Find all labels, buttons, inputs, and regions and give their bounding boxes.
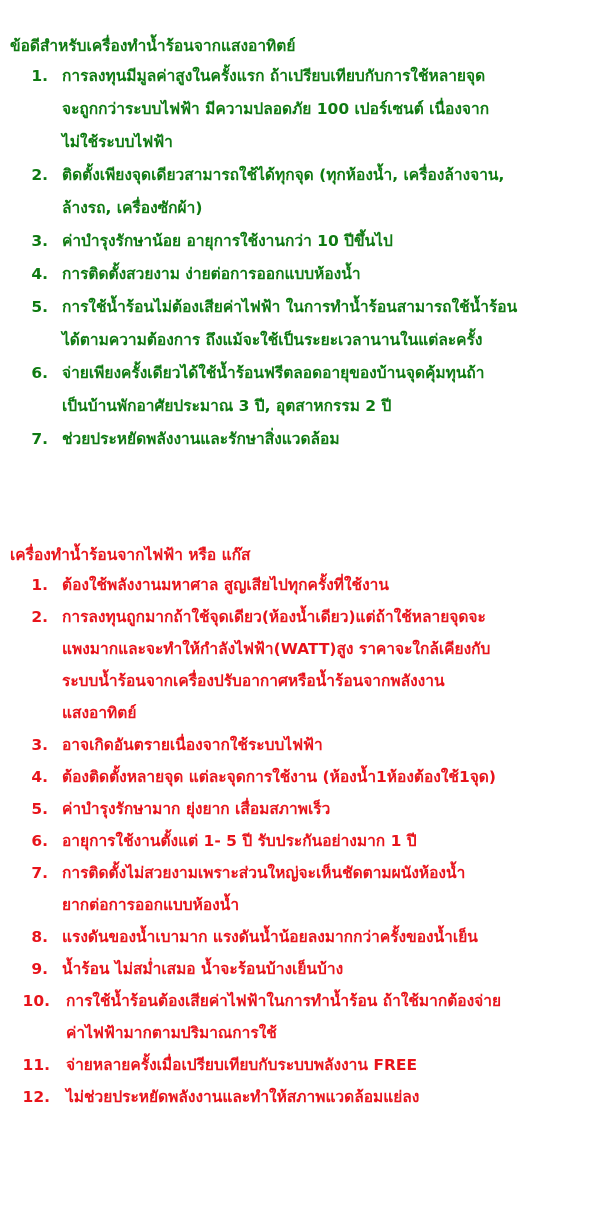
electric-disadvantage-item-text — [62, 857, 594, 921]
electric-disadvantage-item-number: 10. — [22, 992, 50, 1010]
solar-advantage-item-text — [62, 423, 594, 456]
electric-disadvantage-item-text — [66, 1049, 598, 1081]
electric-disadvantage-item-number: 2. — [31, 608, 48, 626]
electric-disadvantage-item-text — [62, 793, 594, 825]
electric-disadvantage-item-line: การลงทุนถูกมากถ้าใช้จุดเดียว(ห้องน้ำเดียว)แต่ถ้าใช้หลายจุดจะ — [62, 608, 486, 626]
solar-advantage-item-number: 2. — [31, 166, 48, 184]
electric-disadvantage-item-text — [66, 985, 598, 1049]
solar-advantage-item-number: 7. — [31, 430, 48, 448]
electric-disadvantage-item-line: อายุการใช้งานตั้งแต่ 1- 5 ปี รับประกันอย่างมาก 1 ปี — [62, 832, 417, 850]
electric-disadvantages-section — [0, 541, 602, 1113]
electric-disadvantage-item-number: 4. — [31, 768, 48, 786]
solar-advantages-section — [0, 32, 602, 456]
electric-disadvantage-item-line: น้ำร้อน ไม่สม่ำเสมอ น้ำจะร้อนบ้างเย็นบ้าง — [62, 960, 344, 978]
electric-disadvantage-item-text — [62, 825, 594, 857]
solar-advantage-item-text — [62, 159, 594, 225]
electric-disadvantage-item-line: ค่าบำรุงรักษามาก ยุ่งยาก เสื่อมสภาพเร็ว — [62, 800, 331, 818]
electric-disadvantage-item-line: ไม่ช่วยประหยัดพลังงานและทำให้สภาพแวดล้อมแย่ลง — [66, 1088, 420, 1106]
electric-disadvantage-item — [0, 793, 602, 825]
solar-advantage-item — [0, 60, 602, 159]
solar-advantage-item-number: 5. — [31, 298, 48, 316]
electric-disadvantage-item-line: จ่ายหลายครั้งเมื่อเปรียบเทียบกับระบบพลังงาน FREE — [66, 1056, 418, 1074]
electric-disadvantages-list — [0, 569, 602, 1113]
electric-disadvantage-item-number: 3. — [31, 736, 48, 754]
solar-advantage-item-number: 3. — [31, 232, 48, 250]
electric-disadvantage-item — [0, 1081, 602, 1113]
solar-advantage-item-text — [62, 357, 594, 423]
electric-disadvantage-item-text — [62, 601, 594, 729]
electric-disadvantage-item — [0, 729, 602, 761]
electric-disadvantage-item-text — [62, 729, 594, 761]
solar-advantage-item-number: 1. — [31, 67, 48, 85]
electric-disadvantage-item-number: 1. — [31, 576, 48, 594]
solar-advantage-item-text — [62, 60, 594, 159]
electric-disadvantage-item-number: 5. — [31, 800, 48, 818]
electric-disadvantage-item-line: การใช้น้ำร้อนต้องเสียค่าไฟฟ้าในการทำน้ำร้อน ถ้าใช้มากต้องจ่าย — [66, 992, 502, 1010]
solar-advantage-item — [0, 291, 602, 357]
solar-advantage-item — [0, 159, 602, 225]
solar-advantage-item — [0, 357, 602, 423]
electric-disadvantage-item — [0, 601, 602, 729]
solar-advantage-item — [0, 423, 602, 456]
electric-disadvantage-item-line: อาจเกิดอันตรายเนื่องจากใช้ระบบไฟฟ้า — [62, 736, 323, 754]
electric-disadvantage-item-line: แรงดันของน้ำเบามาก แรงดันน้ำน้อยลงมากกว่าครั้งของน้ำเย็น — [62, 928, 478, 946]
electric-disadvantage-item-text — [62, 921, 594, 953]
electric-disadvantage-item-line: แสงอาทิตย์ — [62, 704, 137, 722]
electric-disadvantage-item-number: 8. — [31, 928, 48, 946]
electric-disadvantage-item-line: การติดตั้งไม่สวยงามเพราะส่วนใหญ่จะเห็นชัดตามผนังห้องน้ำ — [62, 864, 466, 882]
electric-disadvantage-item-number: 12. — [22, 1088, 50, 1106]
solar-advantage-item-line: การติดตั้งสวยงาม ง่ายต่อการออกแบบห้องน้ำ — [62, 265, 361, 283]
electric-disadvantage-item-number: 6. — [31, 832, 48, 850]
solar-advantage-item-line: ช่วยประหยัดพลังงานและรักษาสิ่งแวดล้อม — [62, 430, 340, 448]
electric-disadvantage-item — [0, 1049, 602, 1081]
solar-advantage-item-text — [62, 291, 594, 357]
solar-section-title: ข้อดีสำหรับเครื่องทำน้ำร้อนจากแสงอาทิตย์ — [10, 37, 296, 55]
solar-advantage-item-line: ล้างรถ, เครื่องซักผ้า) — [62, 199, 203, 217]
electric-disadvantage-item-number: 7. — [31, 864, 48, 882]
electric-disadvantage-item — [0, 569, 602, 601]
electric-disadvantage-item — [0, 761, 602, 793]
solar-advantage-item — [0, 225, 602, 258]
solar-advantage-item-line: ได้ตามความต้องการ ถึงแม้จะใช้เป็นระยะเวลานานในแต่ละครั้ง — [62, 331, 483, 349]
electric-disadvantage-item-number: 11. — [22, 1056, 50, 1074]
electric-disadvantage-item-line: ต้องใช้พลังงานมหาศาล สูญเสียไปทุกครั้งที่ใช้งาน — [62, 576, 389, 594]
solar-advantage-item-text — [62, 225, 594, 258]
solar-advantages-list — [0, 60, 602, 456]
electric-disadvantage-item-text — [62, 569, 594, 601]
electric-disadvantage-item-text — [62, 761, 594, 793]
solar-advantage-item-line: ค่าบำรุงรักษาน้อย อายุการใช้งานกว่า 10 ปีขึ้นไป — [62, 232, 393, 250]
solar-advantage-item-line: จ่ายเพียงครั้งเดียวได้ใช้น้ำร้อนฟรีตลอดอายุของบ้านจุดคุ้มทุนถ้า — [62, 364, 485, 382]
electric-disadvantage-item-line: ค่าไฟฟ้ามากตามปริมาณการใช้ — [66, 1024, 277, 1042]
solar-advantage-item-line: การใช้น้ำร้อนไม่ต้องเสียค่าไฟฟ้า ในการทำน้ำร้อนสามารถใช้น้ำร้อน — [62, 298, 518, 316]
electric-disadvantage-item — [0, 825, 602, 857]
electric-disadvantage-item — [0, 921, 602, 953]
electric-disadvantage-item-number: 9. — [31, 960, 48, 978]
solar-advantage-item-line: เป็นบ้านพักอาศัยประมาณ 3 ปี, อุตสาหกรรม 2 ปี — [62, 397, 392, 415]
electric-section-title: เครื่องทำน้ำร้อนจากไฟฟ้า หรือ แก๊ส — [10, 546, 251, 564]
electric-disadvantage-item — [0, 953, 602, 985]
electric-disadvantage-item-line: ต้องติดตั้งหลายจุด แต่ละจุดการใช้งาน (ห้องน้ำ1ห้องต้องใช้1จุด) — [62, 768, 496, 786]
solar-advantage-item-number: 6. — [31, 364, 48, 382]
solar-advantage-item-line: จะถูกกว่าระบบไฟฟ้า มีความปลอดภัย 100 เปอร์เซนต์ เนื่องจาก — [62, 100, 490, 118]
electric-disadvantage-item-text — [62, 953, 594, 985]
electric-disadvantage-item-line: ระบบน้ำร้อนจากเครื่องปรับอากาศหรือน้ำร้อนจากพลังงาน — [62, 672, 445, 690]
solar-advantage-item-line: ติดตั้งเพียงจุดเดียวสามารถใช้ได้ทุกจุด (ทุกห้องน้ำ, เครื่องล้างจาน, — [62, 166, 505, 184]
solar-advantage-item — [0, 258, 602, 291]
electric-disadvantage-item-line: ยากต่อการออกแบบห้องน้ำ — [62, 896, 240, 914]
electric-disadvantage-item-text — [66, 1081, 598, 1113]
solar-advantage-item-line: การลงทุนมีมูลค่าสูงในครั้งแรก ถ้าเปรียบเทียบกับการใช้หลายจุด — [62, 67, 486, 85]
solar-advantage-item-line: ไม่ใช้ระบบไฟฟ้า — [62, 133, 173, 151]
solar-advantage-item-text — [62, 258, 594, 291]
electric-disadvantage-item — [0, 857, 602, 921]
solar-advantage-item-number: 4. — [31, 265, 48, 283]
electric-disadvantage-item-line: แพงมากและจะทำให้กำลังไฟฟ้า(WATT)สูง ราคาจะใกล้เคียงกับ — [62, 640, 491, 658]
electric-disadvantage-item — [0, 985, 602, 1049]
